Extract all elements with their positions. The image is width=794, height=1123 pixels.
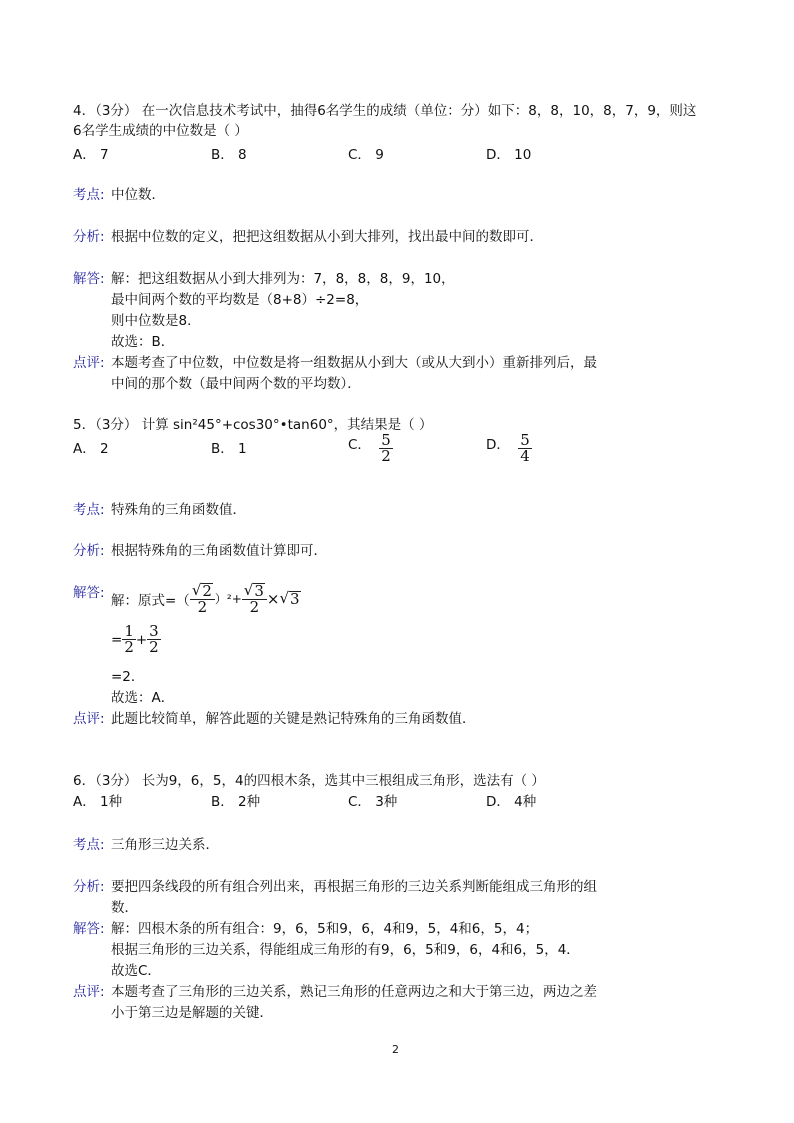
q5-plus: + — [135, 631, 148, 648]
q5-option-c-den: 2 — [381, 447, 391, 465]
q6-dianping-line2: 小于第三边是解题的关键． — [111, 1005, 273, 1021]
q5-option-c-num: 5 — [381, 431, 391, 449]
q5-option-d-label: D． — [486, 437, 510, 453]
q4-jieda-line1: 解：把这组数据从小到大排列为：7，8，8，8，9，10， — [111, 271, 455, 287]
q5-f1-num: 1 — [124, 622, 134, 640]
q6-kaodian: 三角形三边关系． — [111, 837, 219, 853]
q5-fenxi: 根据特殊角的三角函数值计算即可． — [111, 543, 327, 559]
q4-stem-line1: 4．（3分） 在一次信息技术考试中，抽得6名学生的成绩（单位：分）如下：8，8，10，8，7，9，则这 — [73, 103, 697, 119]
q5-jieda-step3: =2． — [111, 669, 145, 685]
q4-jieda-line3: 则中位数是8． — [111, 313, 201, 329]
q5-step2-eq: = — [111, 631, 123, 648]
q6-option-d: D． 4种 — [486, 794, 537, 810]
q5-kaodian: 特殊角的三角函数值． — [111, 502, 246, 518]
q4-option-b: B． 8 — [211, 147, 247, 163]
q5-jieda-step2 — [111, 624, 161, 655]
q5-fenxi-label: 分析: — [73, 543, 105, 559]
q5-dianping-label: 点评: — [73, 711, 105, 727]
q5-option-d-num: 5 — [520, 431, 530, 449]
q5-option-d-fraction — [518, 433, 532, 464]
q6-dianping-line1: 本题考查了三角形的三边关系，熟记三角形的任意两边之和大于第三边，两边之差 — [111, 984, 597, 1000]
q5-f2-den: 2 — [149, 638, 159, 656]
q4-stem-line2: 6名学生成绩的中位数是（ ） — [73, 123, 248, 139]
q5-sqrt3b-rad: 3 — [290, 590, 300, 608]
q4-dianping-line1: 本题考查了中位数，中位数是将一组数据从小到大（或从大到小）重新排列后，最 — [111, 355, 597, 371]
q5-jieda-label: 解答: — [73, 585, 105, 601]
sqrt-icon: √ 3 — [243, 581, 264, 600]
q5-times: × — [266, 589, 280, 608]
q5-option-a: A． 2 — [73, 441, 109, 457]
q5-kaodian-label: 考点: — [73, 502, 105, 518]
q5-sqrt2-rad: 2 — [202, 582, 212, 600]
sqrt-icon: √ 2 — [191, 581, 212, 600]
q5-frac-sqrt2-over-2 — [190, 582, 215, 615]
q5-frac2-den: 2 — [249, 598, 260, 616]
q5-frac-sqrt3-over-2 — [242, 582, 267, 615]
q4-dianping-label: 点评: — [73, 355, 105, 371]
q6-jieda-line1: 解：四根木条的所有组合：9，6，5和9，6，4和9，5，4和6，5，4； — [111, 921, 539, 937]
q5-option-b: B． 1 — [211, 441, 247, 457]
q6-jieda-line3: 故选C． — [111, 963, 161, 979]
q4-jieda-label: 解答: — [73, 271, 105, 287]
q5-f1-den: 2 — [124, 638, 134, 656]
q6-dianping-label: 点评: — [73, 984, 105, 1000]
q4-jieda-line4: 故选：B． — [111, 334, 175, 350]
q6-kaodian-label: 考点: — [73, 837, 105, 853]
q5-sqrt3-rad: 3 — [254, 582, 264, 600]
q5-f2-num: 3 — [149, 622, 159, 640]
q5-option-c — [348, 433, 393, 464]
q5-sup2: ）²+ — [214, 592, 242, 606]
q6-jieda-label: 解答: — [73, 921, 105, 937]
q6-fenxi-line1: 要把四条线段的所有组合列出来，再根据三角形的三边关系判断能组成三角形的组 — [111, 879, 597, 895]
q5-frac-3-over-2 — [147, 624, 161, 655]
q5-jieda-pre: 解：原式=（ — [111, 592, 190, 609]
q4-fenxi: 根据中位数的定义，把把这组数据从小到大排列，找出最中间的数即可． — [111, 229, 543, 245]
q4-kaodian: 中位数． — [111, 187, 165, 203]
q4-dianping-line2: 中间的那个数（最中间两个数的平均数）． — [111, 376, 361, 392]
q5-frac-1-over-2 — [122, 624, 136, 655]
q5-option-c-fraction — [379, 433, 393, 464]
q4-option-a: A． 7 — [73, 147, 109, 163]
q4-jieda-line2: 最中间两个数的平均数是（8+8）÷2=8， — [111, 292, 369, 308]
q6-fenxi-line2: 数． — [111, 900, 138, 916]
q5-jieda-step4: 故选：A． — [111, 690, 175, 706]
q4-kaodian-label: 考点: — [73, 187, 105, 203]
q4-option-d: D． 10 — [486, 147, 532, 163]
q6-option-a: A． 1种 — [73, 794, 123, 810]
page-number: 2 — [392, 1043, 399, 1056]
q5-frac1-den: 2 — [197, 598, 208, 616]
q6-option-c: C． 3种 — [348, 794, 398, 810]
q5-stem-line1: 5．（3分） 计算 sin²45°+cos30°•tan60°，其结果是（ ） — [73, 417, 433, 433]
q6-jieda-line2: 根据三角形的三边关系，得能组成三角形的有9，6，5和9，6，4和6，5，4． — [111, 942, 580, 958]
q4-option-c: C． 9 — [348, 147, 384, 163]
q5-option-c-label: C． — [348, 437, 371, 453]
sqrt-icon: √ 3 — [279, 589, 300, 608]
q5-option-d-den: 4 — [520, 447, 530, 465]
q5-jieda-step1 — [111, 582, 301, 615]
q5-option-d — [486, 433, 532, 464]
q5-dianping: 此题比较简单，解答此题的关键是熟记特殊角的三角函数值． — [111, 711, 476, 727]
q6-fenxi-label: 分析: — [73, 879, 105, 895]
q4-fenxi-label: 分析: — [73, 229, 105, 245]
q6-option-b: B． 2种 — [211, 794, 261, 810]
q6-stem-line1: 6．（3分） 长为9，6，5，4的四根木条，选其中三根组成三角形，选法有（ ） — [73, 773, 545, 789]
